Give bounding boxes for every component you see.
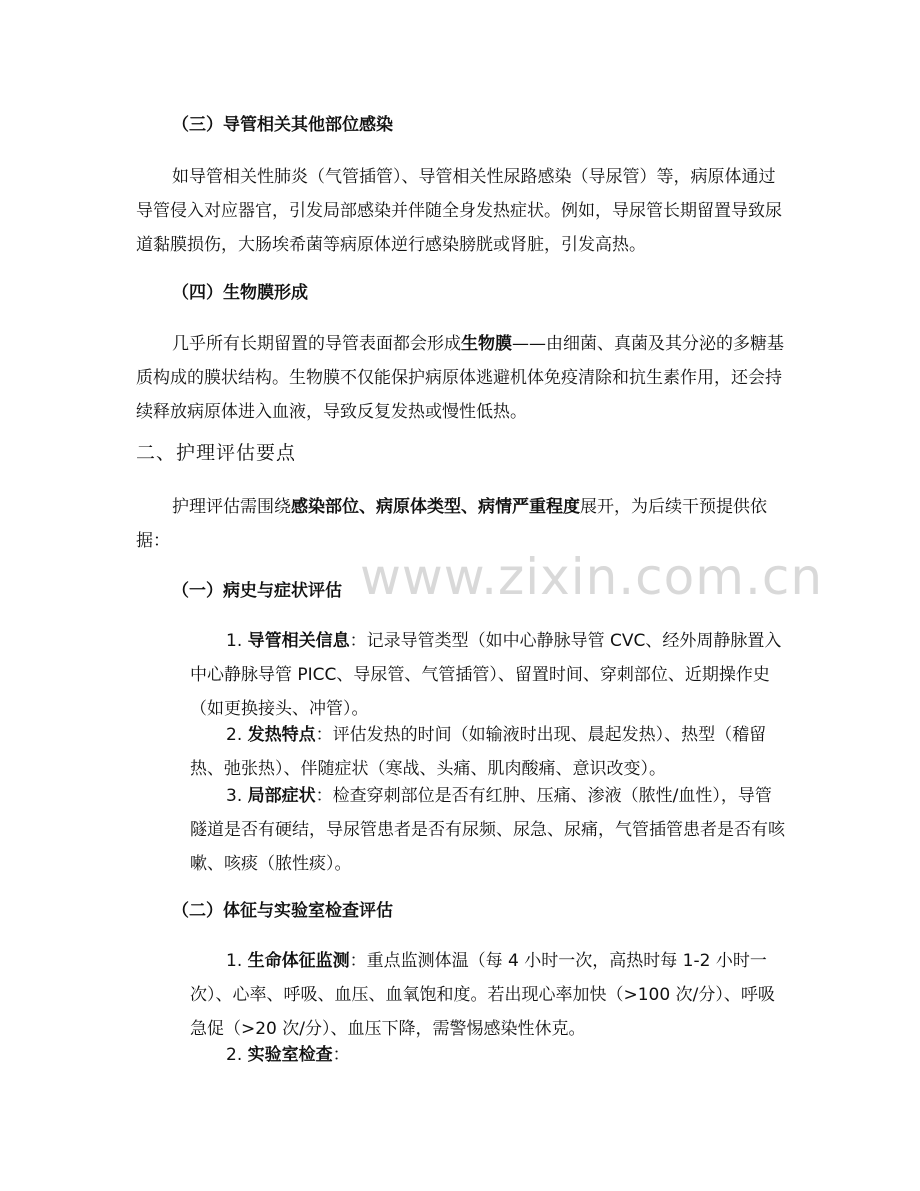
list-item-1-label: 导管相关信息 <box>247 631 350 651</box>
paragraph-section2 <box>136 490 788 558</box>
list-item-2-text: ：评估发热的时间（如输液时出现、晨起发热）、热型（稽留热、弛张热）、伴随症状（寒战、头痛、肌肉酸痛、意识改变）。 <box>190 725 767 779</box>
paragraph-si-bold: 生物膜 <box>461 334 512 354</box>
list-item-lab-label: 实验室检查 <box>247 1045 333 1065</box>
list-item-3-text: ：检查穿刺部位是否有红肿、压痛、渗液（脓性/血性），导管隧道是否有硬结，导尿管患者是否有尿频、尿急、尿痛，气管插管患者是否有咳嗽、咳痰（脓性痰）。 <box>190 786 785 874</box>
list-item-lab <box>190 1038 788 1072</box>
list-item-3-number: 3. <box>226 786 248 806</box>
list-item-1-number: 1. <box>226 631 248 651</box>
heading-san: （三）导管相关其他部位感染 <box>172 115 393 135</box>
paragraph-si-text-a: 几乎所有长期留置的导管表面都会形成 <box>172 334 461 354</box>
paragraph-section2-bold: 感染部位、病原体类型、病情严重程度 <box>291 497 580 517</box>
heading-yi: （一）病史与症状评估 <box>172 581 342 601</box>
heading-si: （四）生物膜形成 <box>172 283 308 303</box>
list-item-2 <box>190 718 788 786</box>
paragraph-si-text-c: ——由细菌、真菌及其分泌的多糖基质构成的膜状结构。生物膜不仅能保护病原体逃避机体免疫清除和抗生素作用，还会持续释放病原体进入血液，导致反复发热或慢性低热。 <box>136 334 784 422</box>
paragraph-si <box>136 327 788 429</box>
list-item-1-text: ：记录导管类型（如中心静脉导管 CVC、经外周静脉置入中心静脉导管 PICC、导尿管、气管插管）、留置时间、穿刺部位、近期操作史（如更换接头、冲管）。 <box>190 631 782 719</box>
heading-er: （二）体征与实验室检查评估 <box>172 901 393 921</box>
watermark: www.zixin.com.cn <box>360 548 824 606</box>
paragraph-section2-text-a: 护理评估需围绕 <box>172 497 291 517</box>
list-item-lab-number: 2. <box>226 1045 248 1065</box>
list-item-3-label: 局部症状 <box>247 786 316 806</box>
list-item-vitals <box>190 944 788 1046</box>
paragraph-san: 如导管相关性肺炎（气管插管）、导管相关性尿路感染（导尿管）等，病原体通过导管侵入对应器官，引发局部感染并伴随全身发热症状。例如，导尿管长期留置导致尿道黏膜损伤，大肠埃希菌等病原体逆行感染膀胱或肾脏，引发高热。 <box>136 167 782 255</box>
paragraph-section2-text-c: 展开，为后续干预提供依据： <box>136 497 767 551</box>
list-item-1 <box>190 624 788 726</box>
section-title-2: 二、护理评估要点 <box>136 442 297 464</box>
list-item-3 <box>190 779 788 881</box>
list-item-vitals-number: 1. <box>226 951 248 971</box>
list-item-vitals-label: 生命体征监测 <box>247 951 350 971</box>
list-item-2-label: 发热特点 <box>247 725 316 745</box>
list-item-2-number: 2. <box>226 725 248 745</box>
list-item-lab-text: ： <box>332 1045 350 1065</box>
list-item-vitals-text: ：重点监测体温（每 4 小时一次，高热时每 1-2 小时一次）、心率、呼吸、血压、血氧饱和度。若出现心率加快（>100 次/分）、呼吸急促（>20 次/分）、血压下降，需警惕感染性休克。 <box>190 951 775 1039</box>
